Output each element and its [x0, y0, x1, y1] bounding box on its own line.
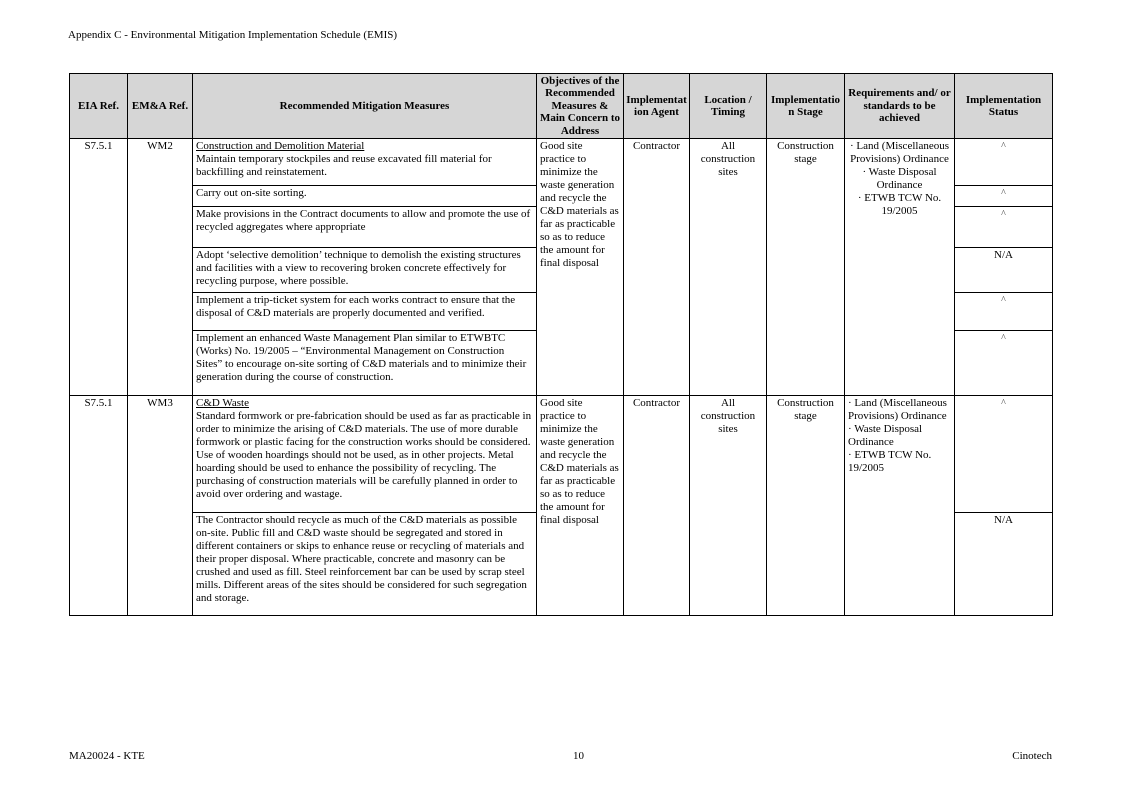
- eia-ref-cell: S7.5.1: [70, 139, 128, 396]
- measure-heading: C&D Waste: [196, 397, 249, 410]
- objectives-cell: Good site practice to minimize the waste generation and recycle the C&D materials as far as practicable so as to reduce the amount for final disposal: [537, 396, 624, 616]
- measure-cell: [193, 207, 537, 248]
- requirement-item: · Land (Miscellaneous Provisions) Ordinance: [848, 397, 947, 423]
- status-cell: [955, 186, 1053, 207]
- measure-cell: [193, 139, 537, 186]
- stage-cell: Construction stage: [767, 396, 845, 616]
- emis-table: [69, 73, 1053, 616]
- requirement-item: · Waste Disposal Ordinance: [848, 423, 923, 449]
- status-cell: [955, 331, 1053, 396]
- status-cell: [955, 396, 1053, 513]
- requirement-item: · Land (Miscellaneous Provisions) Ordinance: [850, 140, 949, 166]
- status-check-mark: ^: [1001, 398, 1006, 410]
- measure-cell: [193, 248, 537, 293]
- table-header-row: [70, 74, 1053, 139]
- measure-cell: [193, 396, 537, 513]
- col-header-stage: Implementation Stage: [767, 74, 845, 139]
- objectives-cell: Good site practice to minimize the waste generation and recycle the C&D materials as far as practicable so as to reduce the amount for final disposal: [537, 139, 624, 396]
- stage-cell: Construction stage: [767, 139, 845, 396]
- status-cell: [955, 139, 1053, 186]
- ema-ref-cell: WM2: [128, 139, 193, 396]
- requirement-item: · ETWB TCW No. 19/2005: [848, 449, 932, 475]
- status-check-mark: ^: [1001, 209, 1006, 221]
- location-cell: All construction sites: [690, 396, 767, 616]
- ema-ref-cell: WM3: [128, 396, 193, 616]
- measure-cell: [193, 513, 537, 616]
- status-check-mark: ^: [1001, 141, 1006, 153]
- measure-text: Standard formwork or pre-fabrication should be used as far as practicable in order to minimize the arising of C&D materials. The use of more durable formwork or plastic facing for the construction works should be considered. Use of wooden hoardings should not be used, as in other projects. Metal hoarding should be used to enhance the possibility of recycling. The purchasing of construction materials will be carefully planned in order to avoid over ordering and wastage.: [196, 410, 532, 501]
- measure-heading: Construction and Demolition Material: [196, 140, 365, 153]
- measure-cell: [193, 293, 537, 331]
- col-header-location-timing: Location / Timing: [690, 74, 767, 139]
- status-cell: [955, 513, 1053, 616]
- col-header-ema-ref: EM&A Ref.: [128, 74, 193, 139]
- measure-text: Implement an enhanced Waste Management Plan similar to ETWBTC (Works) No. 19/2005 – “Environmental Management on Construction Sites” to encourage on-site sorting of C&D materials and to minimize their generation during the course of construction.: [196, 332, 527, 384]
- requirements-cell: [845, 396, 955, 616]
- footer-doc-ref: MA20024 - KTE: [69, 750, 145, 762]
- footer-company: Cinotech: [1012, 750, 1052, 762]
- col-header-status: Implementation Status: [955, 74, 1053, 139]
- measure-text: Implement a trip-ticket system for each works contract to ensure that the disposal of C&D materials are properly documented and verified.: [196, 294, 516, 320]
- requirement-item: · ETWB TCW No. 19/2005: [857, 192, 942, 218]
- status-na-label: N/A: [994, 249, 1013, 262]
- row-group-wm3: [70, 396, 1053, 616]
- measure-text: Maintain temporary stockpiles and reuse excavated fill material for backfilling and reinstatement.: [196, 153, 492, 179]
- requirements-cell: [845, 139, 955, 396]
- measure-text: Adopt ‘selective demolition’ technique to demolish the existing structures and facilities with a view to recovering broken concrete effectively for recycling purpose, where possible.: [196, 249, 521, 288]
- appendix-title: Appendix C - Environmental Mitigation Implementation Schedule (EMIS): [68, 29, 398, 41]
- row-group-wm2: [70, 139, 1053, 396]
- requirement-item: · Waste Disposal Ordinance: [862, 166, 937, 192]
- status-check-mark: ^: [1001, 295, 1006, 307]
- status-check-mark: ^: [1001, 188, 1006, 200]
- status-na-label: N/A: [994, 514, 1013, 527]
- measure-cell: [193, 186, 537, 207]
- status-cell: [955, 207, 1053, 248]
- agent-cell: Contractor: [624, 396, 690, 616]
- measure-subrow: [70, 139, 1053, 186]
- col-header-agent: Implementation Agent: [624, 74, 690, 139]
- location-cell: All construction sites: [690, 139, 767, 396]
- col-header-measures: Recommended Mitigation Measures: [193, 74, 537, 139]
- agent-cell: Contractor: [624, 139, 690, 396]
- col-header-eia-ref: EIA Ref.: [70, 74, 128, 139]
- col-header-requirements: Requirements and/ or standards to be achieved: [845, 74, 955, 139]
- eia-ref-cell: S7.5.1: [70, 396, 128, 616]
- measure-text: The Contractor should recycle as much of the C&D materials as possible on-site. Public fill and C&D waste should be segregated and stored in different containers or skips to enhance reuse or recycling of materials and their proper disposal. Where practicable, concrete and masonry can be crushed and used as fill. Steel reinforcement bar can be used by scrap steel mills. Different areas of the sites should be considered for such segregation and storage.: [196, 514, 527, 605]
- status-cell: [955, 248, 1053, 293]
- footer-page-number: 10: [573, 750, 585, 762]
- status-check-mark: ^: [1001, 333, 1006, 345]
- measure-subrow: [70, 396, 1053, 513]
- measure-text: Make provisions in the Contract documents to allow and promote the use of recycled aggregates where appropriate: [196, 208, 531, 234]
- page-footer: [69, 750, 1052, 763]
- measure-text: Carry out on-site sorting.: [196, 187, 307, 200]
- measure-cell: [193, 331, 537, 396]
- status-cell: [955, 293, 1053, 331]
- col-header-objectives: Objectives of the Recommended Measures & Main Concern to Address: [537, 74, 624, 139]
